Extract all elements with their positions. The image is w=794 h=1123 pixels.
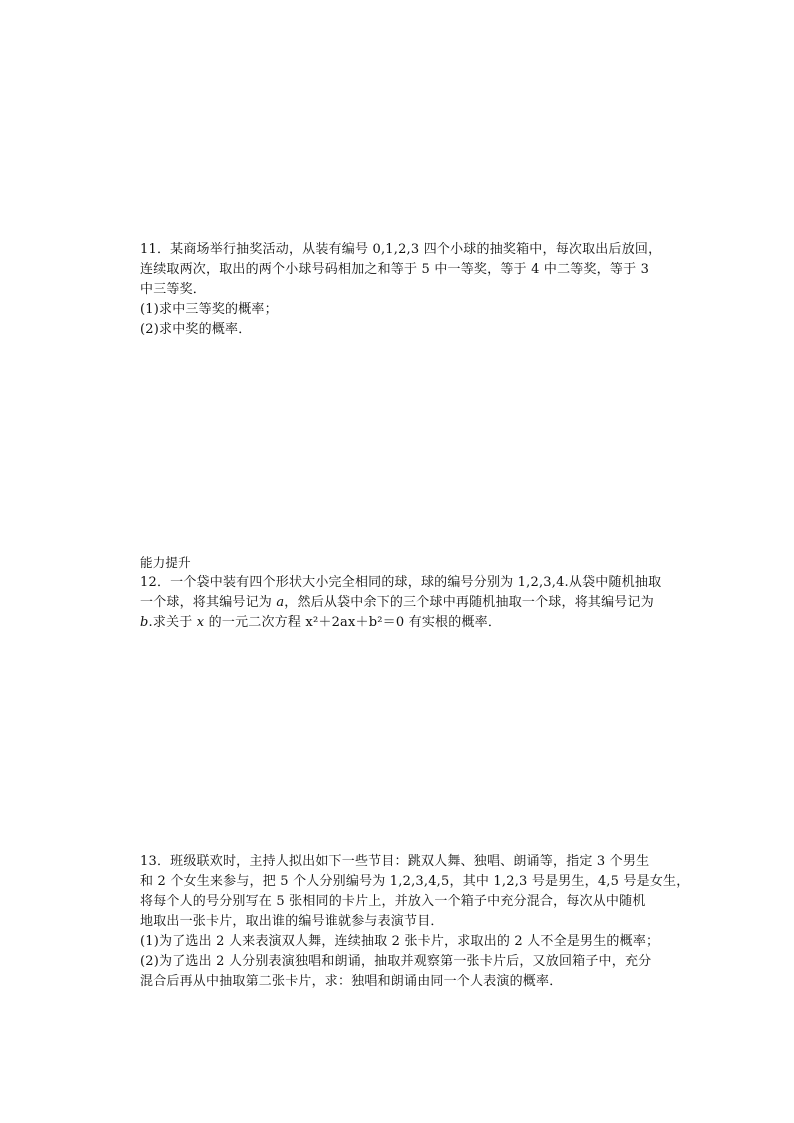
question-12 bbox=[140, 553, 660, 633]
question-11 bbox=[140, 240, 660, 340]
variable-b: b bbox=[140, 615, 149, 630]
question-12-line-2-text-a: 一个球，将其编号记为 bbox=[140, 595, 277, 610]
question-13-line-2: 和 2 个女生来参与，把 5 个人分别编号为 1,2,3,4,5，其中 1,2,3 号是男生，4,5 号是女生， bbox=[140, 874, 690, 889]
question-13-line-3: 将每个人的号分别写在 5 张相同的卡片上，并放入一个箱子中充分混合，每次从中随机 bbox=[140, 894, 646, 909]
question-12-line-3-text-b: 的一元二次方程 bbox=[204, 615, 306, 630]
section-heading: 能力提升 bbox=[140, 555, 191, 570]
question-13-part-2-line-1: (2)为了选出 2 人分别表演独唱和朗诵，抽取并观察第一张卡片后，又放回箱子中，充分 bbox=[140, 954, 652, 969]
question-11-part-2: (2)求中奖的概率． bbox=[140, 322, 252, 337]
question-12-line-3 bbox=[140, 613, 660, 633]
question-13-line-1: 13．班级联欢时，主持人拟出如下一些节目：跳双人舞、独唱、朗诵等，指定 3 个男生 bbox=[140, 854, 650, 869]
question-11-part-1: (1)求中三等奖的概率； bbox=[140, 302, 278, 317]
question-13-part-2-line-2: 混合后再从中抽取第二张卡片，求：独唱和朗诵由同一个人表演的概率． bbox=[140, 974, 563, 989]
variable-x: x bbox=[196, 615, 205, 630]
question-13-line-4: 地取出一张卡片，取出谁的编号谁就参与表演节目． bbox=[140, 914, 444, 929]
question-11-line-2: 连续取两次，取出的两个小球号码相加之和等于 5 中一等奖，等于 4 中二等奖，等于 3 bbox=[140, 262, 650, 277]
question-13-part-1: (1)为了选出 2 人来表演双人舞，连续抽取 2 张卡片，求取出的 2 人不全是男生的概率； bbox=[140, 934, 660, 949]
question-12-line-2-text-b: ，然后从袋中余下的三个球中再随机抽取一个球，将其编号记为 bbox=[284, 595, 654, 610]
question-11-line-3: 中三等奖． bbox=[140, 282, 207, 297]
question-12-line-1: 12．一个袋中装有四个形状大小完全相同的球，球的编号分别为 1,2,3,4.从袋中随机抽取 bbox=[140, 575, 662, 590]
question-12-line-3-text-a: .求关于 bbox=[148, 615, 197, 630]
question-11-line-1: 11．某商场举行抽奖活动，从装有编号 0,1,2,3 四个小球的抽奖箱中，每次取出后放回， bbox=[140, 242, 662, 257]
question-12-line-3-text-c: 有实根的概率． bbox=[404, 615, 502, 630]
question-12-line-2 bbox=[140, 593, 660, 613]
question-13 bbox=[140, 852, 690, 992]
variable-a: a bbox=[276, 595, 285, 610]
quadratic-equation: x²＋2ax＋b²＝0 bbox=[305, 615, 405, 630]
